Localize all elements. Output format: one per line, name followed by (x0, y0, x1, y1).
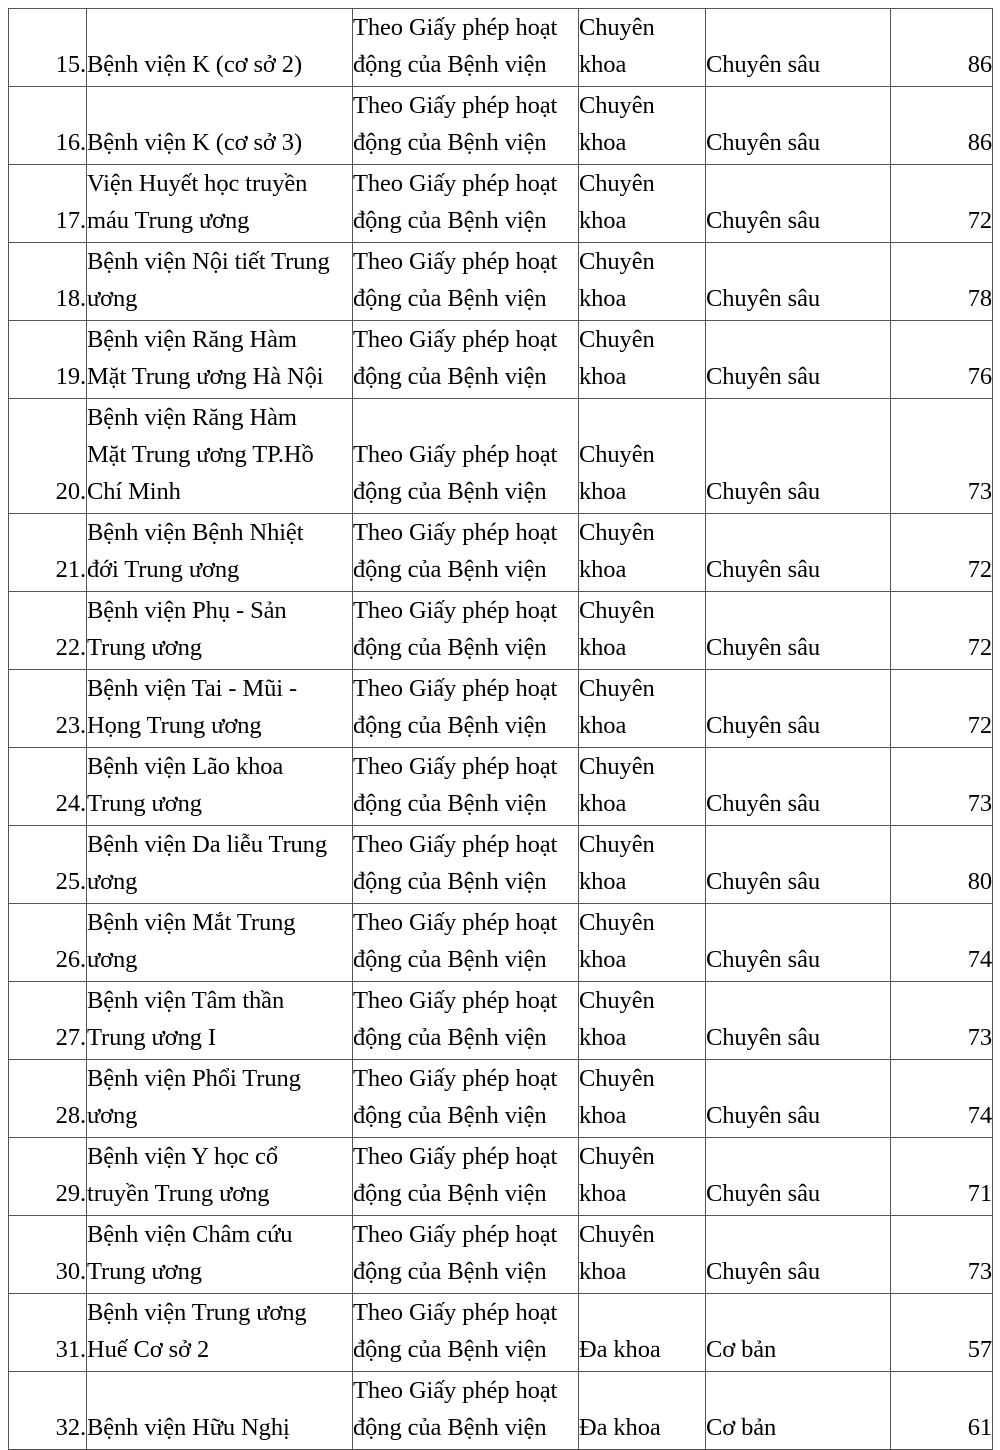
cell-line: Chuyên sâu (706, 1180, 820, 1207)
cell-line: Bệnh viện Phụ - Sản (87, 597, 287, 624)
cell-organization-type (579, 9, 706, 87)
table-row (9, 670, 993, 748)
cell-line: 17. (55, 207, 86, 234)
cell-line: Chuyên (579, 92, 655, 119)
cell-line: Bệnh viện Nội tiết Trung (87, 248, 330, 275)
cell-stt (9, 1294, 87, 1372)
cell-line: động của Bệnh viện (353, 1102, 547, 1129)
cell-line: 31. (55, 1336, 86, 1363)
cell-line: Theo Giấy phép hoạt (353, 92, 558, 119)
cell-hospital-name (87, 1294, 353, 1372)
cell-line: động của Bệnh viện (353, 129, 547, 156)
cell-score (891, 904, 993, 982)
cell-line: khoa (579, 634, 627, 661)
cell-organization-type (579, 1138, 706, 1216)
cell-line: Theo Giấy phép hoạt (353, 1377, 558, 1404)
cell-score (891, 826, 993, 904)
cell-legal-basis (353, 670, 579, 748)
cell-line: 72 (967, 634, 992, 661)
cell-technical-level (706, 165, 891, 243)
cell-legal-basis (353, 904, 579, 982)
cell-organization-type (579, 904, 706, 982)
cell-line: Trung ương I (87, 1024, 216, 1051)
cell-technical-level (706, 670, 891, 748)
cell-legal-basis (353, 592, 579, 670)
cell-technical-level (706, 904, 891, 982)
cell-line: động của Bệnh viện (353, 1024, 547, 1051)
cell-line: khoa (579, 363, 627, 390)
cell-organization-type (579, 399, 706, 514)
cell-score (891, 321, 993, 399)
cell-line: 18. (55, 285, 86, 312)
cell-technical-level (706, 1138, 891, 1216)
cell-line: Theo Giấy phép hoạt (353, 1299, 558, 1326)
cell-line: Chuyên sâu (706, 285, 820, 312)
cell-line: động của Bệnh viện (353, 634, 547, 661)
cell-line: Chuyên (579, 1221, 655, 1248)
cell-line: khoa (579, 868, 627, 895)
table-row (9, 1216, 993, 1294)
cell-line: Mặt Trung ương Hà Nội (87, 363, 324, 390)
cell-line: khoa (579, 712, 627, 739)
cell-line: đới Trung ương (87, 556, 240, 583)
cell-stt (9, 1138, 87, 1216)
cell-line: Chuyên sâu (706, 946, 820, 973)
cell-stt (9, 9, 87, 87)
cell-legal-basis (353, 399, 579, 514)
cell-line: Chuyên (579, 170, 655, 197)
table-row (9, 399, 993, 514)
cell-line: 29. (55, 1180, 86, 1207)
cell-line: Bệnh viện Mắt Trung (87, 909, 296, 936)
cell-legal-basis (353, 1294, 579, 1372)
cell-line: 57 (967, 1336, 992, 1363)
table-row (9, 514, 993, 592)
cell-line: Theo Giấy phép hoạt (353, 248, 558, 275)
cell-technical-level (706, 9, 891, 87)
cell-line: Chí Minh (87, 478, 181, 505)
table-row (9, 87, 993, 165)
cell-line: Theo Giấy phép hoạt (353, 597, 558, 624)
cell-legal-basis (353, 1372, 579, 1450)
cell-line: khoa (579, 478, 627, 505)
cell-score (891, 1294, 993, 1372)
cell-line: Viện Huyết học truyền (87, 170, 308, 197)
cell-line: 80 (967, 868, 992, 895)
table-row (9, 1138, 993, 1216)
cell-line: Theo Giấy phép hoạt (353, 675, 558, 702)
table-row (9, 982, 993, 1060)
cell-line: động của Bệnh viện (353, 712, 547, 739)
cell-hospital-name (87, 904, 353, 982)
cell-stt (9, 904, 87, 982)
cell-line: Chuyên (579, 831, 655, 858)
cell-line: Chuyên sâu (706, 1102, 820, 1129)
table-row (9, 592, 993, 670)
cell-line: Chuyên (579, 519, 655, 546)
cell-stt (9, 1216, 87, 1294)
cell-line: Bệnh viện Bệnh Nhiệt (87, 519, 304, 546)
cell-stt (9, 165, 87, 243)
cell-line: Chuyên sâu (706, 363, 820, 390)
cell-line: 73 (967, 790, 992, 817)
cell-organization-type (579, 1294, 706, 1372)
table-row (9, 904, 993, 982)
cell-line: Chuyên sâu (706, 556, 820, 583)
cell-technical-level (706, 87, 891, 165)
cell-technical-level (706, 826, 891, 904)
cell-stt (9, 670, 87, 748)
cell-organization-type (579, 982, 706, 1060)
cell-organization-type (579, 1060, 706, 1138)
cell-line: khoa (579, 790, 627, 817)
cell-line: Chuyên sâu (706, 712, 820, 739)
cell-legal-basis (353, 243, 579, 321)
cell-technical-level (706, 399, 891, 514)
cell-line: 26. (55, 946, 86, 973)
cell-line: 73 (967, 478, 992, 505)
cell-line: Bệnh viện Hữu Nghị (87, 1414, 290, 1441)
cell-stt (9, 1060, 87, 1138)
cell-line: Bệnh viện Tâm thần (87, 987, 285, 1014)
table-row (9, 321, 993, 399)
cell-line: 78 (967, 285, 992, 312)
cell-hospital-name (87, 514, 353, 592)
cell-line: 72 (967, 712, 992, 739)
cell-line: Mặt Trung ương TP.Hồ (87, 441, 314, 468)
cell-score (891, 243, 993, 321)
cell-organization-type (579, 1216, 706, 1294)
cell-line: Theo Giấy phép hoạt (353, 1065, 558, 1092)
cell-score (891, 87, 993, 165)
cell-line: Chuyên (579, 1065, 655, 1092)
table-row (9, 1372, 993, 1450)
cell-line: 20. (55, 478, 86, 505)
cell-organization-type (579, 670, 706, 748)
cell-line: 28. (55, 1102, 86, 1129)
cell-line: Bệnh viện Châm cứu (87, 1221, 293, 1248)
cell-legal-basis (353, 165, 579, 243)
cell-line: Theo Giấy phép hoạt (353, 519, 558, 546)
cell-line: khoa (579, 51, 627, 78)
cell-line: động của Bệnh viện (353, 363, 547, 390)
cell-line: Bệnh viện Lão khoa (87, 753, 284, 780)
cell-line: Chuyên (579, 326, 655, 353)
cell-line: Chuyên sâu (706, 868, 820, 895)
table-row (9, 165, 993, 243)
cell-line: khoa (579, 207, 627, 234)
cell-line: Theo Giấy phép hoạt (353, 441, 558, 468)
cell-stt (9, 1372, 87, 1450)
cell-legal-basis (353, 1216, 579, 1294)
cell-technical-level (706, 592, 891, 670)
cell-stt (9, 87, 87, 165)
cell-line: 74 (967, 1102, 992, 1129)
cell-hospital-name (87, 9, 353, 87)
cell-line: Cơ bản (706, 1414, 777, 1441)
cell-line: động của Bệnh viện (353, 478, 547, 505)
cell-line: Chuyên (579, 441, 655, 468)
cell-line: Trung ương (87, 790, 202, 817)
cell-hospital-name (87, 982, 353, 1060)
cell-stt (9, 826, 87, 904)
cell-line: Theo Giấy phép hoạt (353, 326, 558, 353)
cell-score (891, 165, 993, 243)
cell-line: 61 (967, 1414, 992, 1441)
cell-hospital-name (87, 1372, 353, 1450)
cell-technical-level (706, 1294, 891, 1372)
table-row (9, 1294, 993, 1372)
cell-line: khoa (579, 946, 627, 973)
cell-line: Theo Giấy phép hoạt (353, 170, 558, 197)
cell-organization-type (579, 514, 706, 592)
cell-technical-level (706, 1216, 891, 1294)
cell-stt (9, 592, 87, 670)
cell-line: Theo Giấy phép hoạt (353, 1221, 558, 1248)
cell-line: ương (87, 285, 138, 312)
cell-line: khoa (579, 129, 627, 156)
cell-line: Chuyên sâu (706, 1024, 820, 1051)
cell-line: 22. (55, 634, 86, 661)
cell-organization-type (579, 243, 706, 321)
cell-line: Chuyên (579, 909, 655, 936)
cell-line: Chuyên sâu (706, 129, 820, 156)
cell-technical-level (706, 982, 891, 1060)
cell-line: ương (87, 946, 138, 973)
cell-line: 76 (967, 363, 992, 390)
cell-line: Huế Cơ sở 2 (87, 1336, 210, 1363)
table-row (9, 748, 993, 826)
cell-line: 74 (967, 946, 992, 973)
cell-legal-basis (353, 1060, 579, 1138)
cell-line: 27. (55, 1024, 86, 1051)
cell-score (891, 1372, 993, 1450)
cell-hospital-name (87, 748, 353, 826)
cell-legal-basis (353, 826, 579, 904)
cell-line: khoa (579, 1024, 627, 1051)
cell-score (891, 982, 993, 1060)
cell-line: Họng Trung ương (87, 712, 262, 739)
table-row (9, 826, 993, 904)
cell-line: Chuyên (579, 1143, 655, 1170)
cell-hospital-name (87, 592, 353, 670)
cell-hospital-name (87, 1216, 353, 1294)
cell-line: động của Bệnh viện (353, 946, 547, 973)
table-row (9, 243, 993, 321)
cell-organization-type (579, 1372, 706, 1450)
cell-line: 25. (55, 868, 86, 895)
cell-organization-type (579, 826, 706, 904)
cell-score (891, 514, 993, 592)
cell-line: Bệnh viện K (cơ sở 3) (87, 129, 303, 156)
cell-line: Chuyên (579, 987, 655, 1014)
cell-line: Trung ương (87, 634, 202, 661)
cell-stt (9, 399, 87, 514)
cell-line: động của Bệnh viện (353, 556, 547, 583)
cell-legal-basis (353, 9, 579, 87)
cell-line: ương (87, 1102, 138, 1129)
cell-stt (9, 243, 87, 321)
cell-stt (9, 748, 87, 826)
cell-stt (9, 321, 87, 399)
cell-technical-level (706, 321, 891, 399)
cell-organization-type (579, 321, 706, 399)
table-row (9, 1060, 993, 1138)
cell-score (891, 1138, 993, 1216)
cell-technical-level (706, 1060, 891, 1138)
cell-line: 30. (55, 1258, 86, 1285)
cell-score (891, 670, 993, 748)
cell-line: khoa (579, 1258, 627, 1285)
cell-line: 32. (55, 1414, 86, 1441)
cell-line: Theo Giấy phép hoạt (353, 1143, 558, 1170)
cell-line: động của Bệnh viện (353, 1336, 547, 1363)
cell-score (891, 9, 993, 87)
cell-organization-type (579, 592, 706, 670)
cell-line: động của Bệnh viện (353, 1414, 547, 1441)
cell-line: khoa (579, 1102, 627, 1129)
cell-score (891, 592, 993, 670)
cell-line: Chuyên sâu (706, 478, 820, 505)
cell-line: động của Bệnh viện (353, 51, 547, 78)
cell-line: Chuyên sâu (706, 207, 820, 234)
cell-line: Chuyên (579, 597, 655, 624)
cell-line: Chuyên (579, 675, 655, 702)
cell-line: 72 (967, 556, 992, 583)
cell-line: Chuyên sâu (706, 1258, 820, 1285)
table-row (9, 9, 993, 87)
cell-line: Bệnh viện K (cơ sở 2) (87, 51, 303, 78)
cell-line: Bệnh viện Tai - Mũi - (87, 675, 298, 702)
cell-line: 73 (967, 1258, 992, 1285)
cell-hospital-name (87, 1060, 353, 1138)
cell-line: Chuyên (579, 248, 655, 275)
cell-line: động của Bệnh viện (353, 1180, 547, 1207)
cell-hospital-name (87, 399, 353, 514)
cell-technical-level (706, 1372, 891, 1450)
cell-line: Theo Giấy phép hoạt (353, 753, 558, 780)
cell-line: Đa khoa (579, 1414, 661, 1441)
cell-line: Bệnh viện Răng Hàm (87, 326, 297, 353)
cell-line: Bệnh viện Da liễu Trung (87, 831, 327, 858)
cell-organization-type (579, 165, 706, 243)
cell-line: 86 (967, 129, 992, 156)
cell-legal-basis (353, 982, 579, 1060)
cell-stt (9, 514, 87, 592)
cell-score (891, 1060, 993, 1138)
cell-hospital-name (87, 826, 353, 904)
cell-line: máu Trung ương (87, 207, 250, 234)
cell-line: khoa (579, 556, 627, 583)
cell-hospital-name (87, 321, 353, 399)
cell-stt (9, 982, 87, 1060)
cell-legal-basis (353, 514, 579, 592)
cell-line: Chuyên sâu (706, 634, 820, 661)
cell-line: Đa khoa (579, 1336, 661, 1363)
cell-line: Chuyên sâu (706, 51, 820, 78)
cell-line: Theo Giấy phép hoạt (353, 14, 558, 41)
cell-technical-level (706, 243, 891, 321)
cell-hospital-name (87, 1138, 353, 1216)
cell-legal-basis (353, 748, 579, 826)
cell-score (891, 399, 993, 514)
cell-hospital-name (87, 165, 353, 243)
cell-line: Chuyên (579, 753, 655, 780)
hospital-classification-table (8, 8, 993, 1450)
cell-line: 23. (55, 712, 86, 739)
cell-line: truyền Trung ương (87, 1180, 270, 1207)
cell-legal-basis (353, 87, 579, 165)
cell-line: động của Bệnh viện (353, 285, 547, 312)
cell-organization-type (579, 748, 706, 826)
cell-line: 86 (967, 51, 992, 78)
cell-technical-level (706, 748, 891, 826)
cell-line: Bệnh viện Y học cổ (87, 1143, 278, 1170)
cell-hospital-name (87, 87, 353, 165)
cell-hospital-name (87, 670, 353, 748)
cell-line: 16. (55, 129, 86, 156)
cell-line: 72 (967, 207, 992, 234)
cell-line: 21. (55, 556, 86, 583)
cell-legal-basis (353, 1138, 579, 1216)
cell-line: 71 (967, 1180, 992, 1207)
cell-hospital-name (87, 243, 353, 321)
cell-line: động của Bệnh viện (353, 868, 547, 895)
cell-line: Bệnh viện Phổi Trung (87, 1065, 301, 1092)
cell-score (891, 1216, 993, 1294)
cell-line: Cơ bản (706, 1336, 777, 1363)
cell-line: động của Bệnh viện (353, 1258, 547, 1285)
cell-line: Chuyên sâu (706, 790, 820, 817)
cell-line: Theo Giấy phép hoạt (353, 987, 558, 1014)
cell-line: 24. (55, 790, 86, 817)
cell-line: 19. (55, 363, 86, 390)
cell-line: Chuyên (579, 14, 655, 41)
cell-line: Trung ương (87, 1258, 202, 1285)
cell-line: ương (87, 868, 138, 895)
cell-line: Bệnh viện Răng Hàm (87, 404, 297, 431)
cell-line: Theo Giấy phép hoạt (353, 909, 558, 936)
cell-line: 73 (967, 1024, 992, 1051)
cell-line: Theo Giấy phép hoạt (353, 831, 558, 858)
table-body (9, 9, 993, 1450)
cell-legal-basis (353, 321, 579, 399)
cell-organization-type (579, 87, 706, 165)
cell-score (891, 748, 993, 826)
cell-line: Bệnh viện Trung ương (87, 1299, 307, 1326)
cell-technical-level (706, 514, 891, 592)
cell-line: động của Bệnh viện (353, 207, 547, 234)
cell-line: 15. (55, 51, 86, 78)
cell-line: khoa (579, 1180, 627, 1207)
cell-line: khoa (579, 285, 627, 312)
cell-line: động của Bệnh viện (353, 790, 547, 817)
